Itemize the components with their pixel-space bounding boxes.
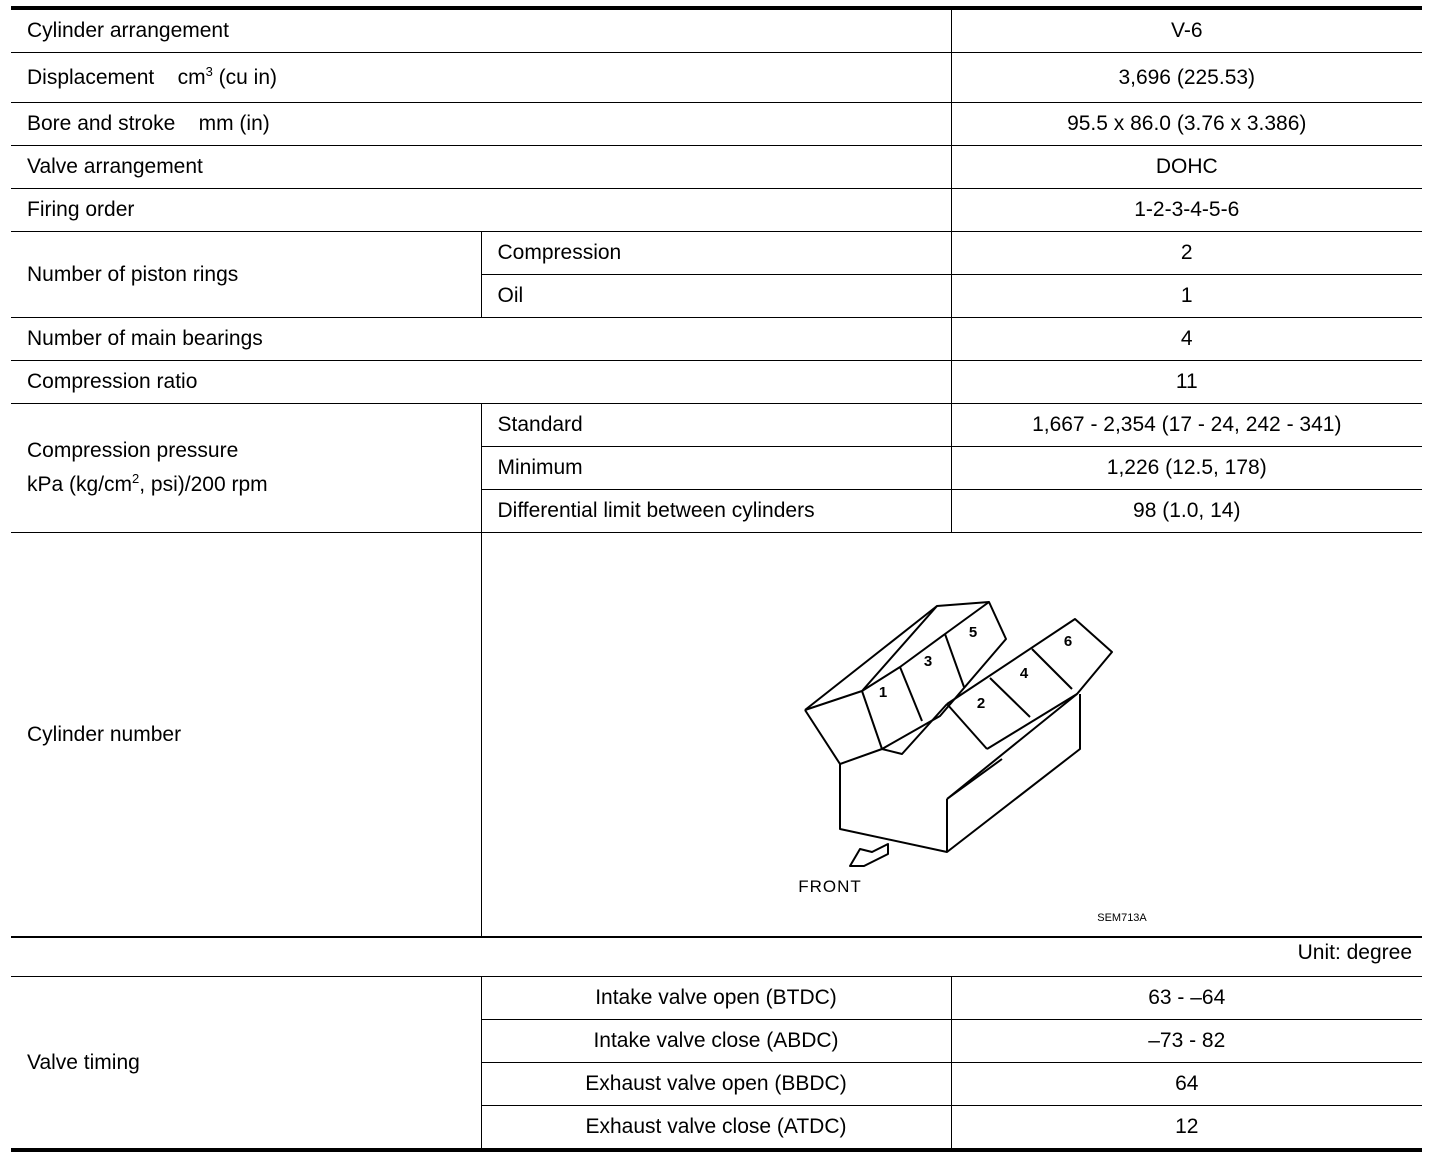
minimum-value: 1,226 (12.5, 178) [951,447,1422,490]
unit-note-row [11,936,1422,977]
compression-rings-value: 2 [951,232,1422,275]
oil-rings-value: 1 [951,275,1422,318]
valve-arrangement-label: Valve arrangement [11,146,951,189]
right-bank-outline [947,619,1112,799]
firing-order-label: Firing order [11,189,951,232]
table-row [11,189,1422,232]
table-row [11,53,1422,103]
cylinder-4-label: 4 [1019,665,1028,682]
table-row [11,146,1422,189]
firing-order-value: 1-2-3-4-5-6 [951,189,1422,232]
cylinder-diagram-cell [481,533,1422,938]
exhaust-open-value: 64 [951,1063,1422,1106]
front-arrow-icon [850,844,888,866]
standard-value: 1,667 - 2,354 (17 - 24, 242 - 341) [951,404,1422,447]
table-row [11,533,1422,938]
valve-timing-table [11,976,1422,1152]
unit-note: Unit: degree [1297,941,1412,964]
table-row [11,361,1422,404]
intake-open-label: Intake valve open (BTDC) [481,977,951,1020]
main-bearings-label: Number of main bearings [11,318,951,361]
table-row [11,404,1422,447]
table-row [11,8,1422,53]
bore-stroke-value: 95.5 x 86.0 (3.76 x 3.386) [951,103,1422,146]
cylinder-number-label: Cylinder number [11,533,481,938]
differential-value: 98 (1.0, 14) [951,490,1422,533]
figure-code: SEM713A [1096,912,1147,924]
displacement-value: 3,696 (225.53) [951,53,1422,103]
cylinder-arrangement-value: V-6 [951,8,1422,53]
compression-rings-label: Compression [481,232,951,275]
front-label: FRONT [797,877,862,896]
main-bearings-value: 4 [951,318,1422,361]
engine-spec-table [11,6,1422,938]
standard-label: Standard [481,404,951,447]
valve-timing-label: Valve timing [11,977,481,1151]
cylinder-3-label: 3 [923,653,932,670]
piston-rings-label: Number of piston rings [11,232,481,318]
bore-stroke-label: Bore and stroke mm (in) [11,103,951,146]
minimum-label: Minimum [481,447,951,490]
oil-rings-label: Oil [481,275,951,318]
intake-close-label: Intake valve close (ABDC) [481,1020,951,1063]
cylinder-1-label: 1 [878,684,887,701]
table-row [11,977,1422,1020]
exhaust-close-value: 12 [951,1106,1422,1151]
table-row [11,318,1422,361]
compression-ratio-value: 11 [951,361,1422,404]
cylinder-arrangement-label: Cylinder arrangement [11,8,951,53]
cylinder-2-label: 2 [976,695,985,712]
displacement-label: Displacement $cm^3$ (cu in) [11,53,951,103]
table-row [11,103,1422,146]
compression-pressure-label: Compression pressure kPa ($kg/cm^2$, psi)/200 rpm [11,404,481,533]
table-row [11,232,1422,275]
intake-open-value: 63 - –64 [951,977,1422,1020]
compression-ratio-label: Compression ratio [11,361,951,404]
cylinder-6-label: 6 [1063,633,1072,650]
exhaust-open-label: Exhaust valve open (BBDC) [481,1063,951,1106]
cylinder-5-label: 5 [968,624,977,641]
differential-label: Differential limit between cylinders [481,490,951,533]
valve-arrangement-value: DOHC [951,146,1422,189]
cylinder-diagram [482,533,1422,937]
intake-close-value: –73 - 82 [951,1020,1422,1063]
exhaust-close-label: Exhaust valve close (ATDC) [481,1106,951,1151]
